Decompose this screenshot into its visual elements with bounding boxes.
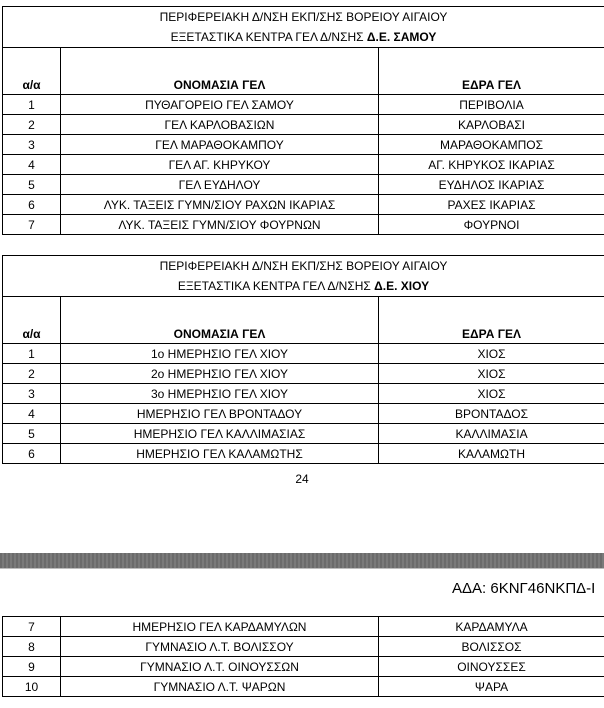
row-number: 5 [3,175,61,195]
row-number: 6 [3,195,61,215]
row-number: 10 [3,677,61,697]
samos-exam-centers-table [2,6,604,235]
chios-exam-centers-table-continued [2,616,604,697]
table-row [3,344,604,364]
chios-exam-centers-table [2,255,604,464]
row-number: 6 [3,444,61,464]
school-name: ΗΜΕΡΗΣΙΟ ΓΕΛ ΚΑΛΛΙΜΑΣΙΑΣ [61,424,379,444]
row-number: 1 [3,95,61,115]
school-name: 2ο ΗΜΕΡΗΣΙΟ ΓΕΛ ΧΙΟΥ [61,364,379,384]
col-header-aa: α/α [3,297,61,344]
school-name: ΓΥΜΝΑΣΙΟ Λ.Τ. ΨΑΡΩΝ [61,677,379,697]
chios-header-line1: ΠΕΡΙΦΕΡΕΙΑΚΗ Δ/ΝΣΗ ΕΚΠ/ΣΗΣ ΒΟΡΕΙΟΥ ΑΙΓΑΙΟΥ [3,256,604,277]
school-name: 1ο ΗΜΕΡΗΣΙΟ ΓΕΛ ΧΙΟΥ [61,344,379,364]
school-name: ΗΜΕΡΗΣΙΟ ΓΕΛ ΒΡΟΝΤΑΔΟΥ [61,404,379,424]
table-row [3,135,604,155]
table-row [3,195,604,215]
samos-directorate-name: Δ.Ε. ΣΑΜΟΥ [366,30,437,44]
col-header-seat: ΕΔΡΑ ΓΕΛ [379,297,604,344]
row-number: 3 [3,135,61,155]
school-seat: ΚΑΡΛΟΒΑΣΙ [379,115,604,135]
school-name: 3ο ΗΜΕΡΗΣΙΟ ΓΕΛ ΧΙΟΥ [61,384,379,404]
school-seat: ΡΑΧΕΣ ΙΚΑΡΙΑΣ [379,195,604,215]
school-name: ΓΥΜΝΑΣΙΟ Λ.Τ. ΒΟΛΙΣΣΟΥ [61,637,379,657]
table-row [3,424,604,444]
row-number: 5 [3,424,61,444]
row-number: 8 [3,637,61,657]
school-name: ΛΥΚ. ΤΑΞΕΙΣ ΓΥΜΝ/ΣΙΟΥ ΡΑΧΩΝ ΙΚΑΡΙΑΣ [61,195,379,215]
row-number: 2 [3,115,61,135]
col-header-name: ΟΝΟΜΑΣΙΑ ΓΕΛ [61,297,379,344]
school-name: ΓΕΛ ΑΓ. ΚΗΡΥΚΟΥ [61,155,379,175]
school-seat: ΦΟΥΡΝΟΙ [379,215,604,235]
table-row [3,95,604,115]
school-seat: ΨΑΡΑ [379,677,604,697]
school-seat: ΧΙΟΣ [379,364,604,384]
school-name: ΠΥΘΑΓΟΡΕΙΟ ΓΕΛ ΣΑΜΟΥ [61,95,379,115]
table-row [3,444,604,464]
page-break-line [0,568,604,569]
row-number: 7 [3,215,61,235]
table-row [3,175,604,195]
school-seat: ΒΟΛΙΣΣΟΣ [379,637,604,657]
table-row [3,115,604,135]
col-header-name: ΟΝΟΜΑΣΙΑ ΓΕΛ [61,48,379,95]
chios-directorate-name: Δ.Ε. ΧΙΟΥ [374,279,430,293]
page-number: 24 [295,472,309,486]
school-seat: ΚΑΛΑΜΩΤΗ [379,444,604,464]
table-row [3,657,604,677]
row-number: 2 [3,364,61,384]
table-row [3,637,604,657]
page-break-bar [0,553,604,568]
table-row [3,404,604,424]
table-row [3,677,604,697]
school-seat: ΧΙΟΣ [379,344,604,364]
school-name: ΛΥΚ. ΤΑΞΕΙΣ ΓΥΜΝ/ΣΙΟΥ ΦΟΥΡΝΩΝ [61,215,379,235]
row-number: 4 [3,404,61,424]
school-seat: ΟΙΝΟΥΣΣΕΣ [379,657,604,677]
table-row [3,155,604,175]
school-seat: ΒΡΟΝΤΑΔΟΣ [379,404,604,424]
school-name: ΓΥΜΝΑΣΙΟ Λ.Τ. ΟΙΝΟΥΣΣΩΝ [61,657,379,677]
school-seat: ΑΓ. ΚΗΡΥΚΟΣ ΙΚΑΡΙΑΣ [379,155,604,175]
row-number: 7 [3,617,61,637]
row-number: 3 [3,384,61,404]
school-seat: ΠΕΡΙΒΟΛΙΑ [379,95,604,115]
row-number: 1 [3,344,61,364]
table-row [3,215,604,235]
school-name: ΓΕΛ ΚΑΡΛΟΒΑΣΙΩΝ [61,115,379,135]
table-row [3,617,604,637]
school-seat: ΜΑΡΑΘΟΚΑΜΠΟΣ [379,135,604,155]
table-row [3,384,604,404]
col-header-aa: α/α [3,48,61,95]
school-seat: ΚΑΡΔΑΜΥΛΑ [379,617,604,637]
school-name: ΗΜΕΡΗΣΙΟ ΓΕΛ ΚΑΡΔΑΜΥΛΩΝ [61,617,379,637]
school-name: ΓΕΛ ΕΥΔΗΛΟΥ [61,175,379,195]
row-number: 9 [3,657,61,677]
chios-header-line2: ΕΞΕΤΑΣΤΙΚΑ ΚΕΝΤΡΑ ΓΕΛ Δ/ΝΣΗΣ Δ.Ε. ΧΙΟΥ [3,276,604,297]
school-seat: ΕΥΔΗΛΟΣ ΙΚΑΡΙΑΣ [379,175,604,195]
ada-identifier: ΑΔΑ: 6ΚΝΓ46ΝΚΠΔ-Ι [452,580,596,597]
school-name: ΓΕΛ ΜΑΡΑΘΟΚΑΜΠΟΥ [61,135,379,155]
samos-header-line2: ΕΞΕΤΑΣΤΙΚΑ ΚΕΝΤΡΑ ΓΕΛ Δ/ΝΣΗΣ Δ.Ε. ΣΑΜΟΥ [3,27,604,48]
col-header-seat: ΕΔΡΑ ΓΕΛ [379,48,604,95]
table-row [3,364,604,384]
row-number: 4 [3,155,61,175]
school-seat: ΧΙΟΣ [379,384,604,404]
samos-header-line1: ΠΕΡΙΦΕΡΕΙΑΚΗ Δ/ΝΣΗ ΕΚΠ/ΣΗΣ ΒΟΡΕΙΟΥ ΑΙΓΑΙΟΥ [3,7,604,28]
school-seat: ΚΑΛΛΙΜΑΣΙΑ [379,424,604,444]
school-name: ΗΜΕΡΗΣΙΟ ΓΕΛ ΚΑΛΑΜΩΤΗΣ [61,444,379,464]
